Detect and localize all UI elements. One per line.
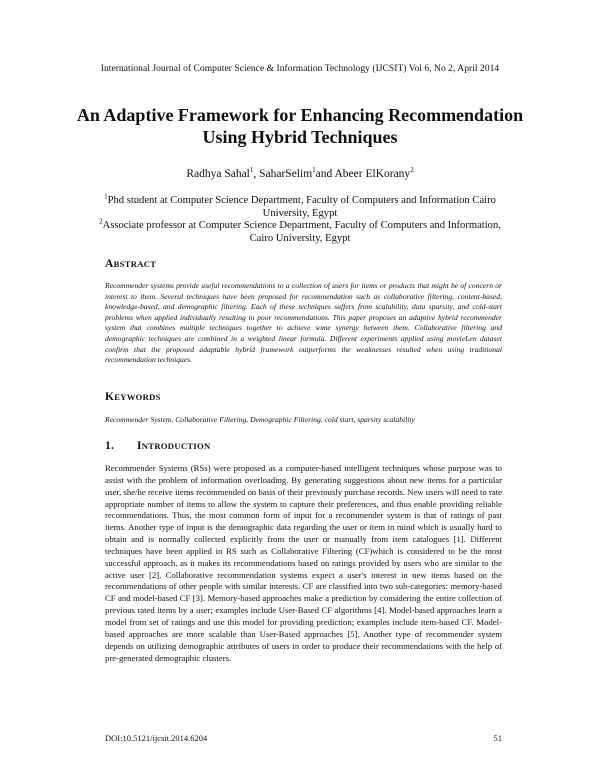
abstract-heading-initial: A xyxy=(105,258,114,270)
journal-header: International Journal of Computer Science & Information Technology (IJCSIT) Vol 6, No 2, April 2014 xyxy=(100,64,500,74)
author-list xyxy=(0,168,600,180)
affiliation-text: Phd student at Computer Science Department, Faculty of Computers and Information Cairo University, Egypt xyxy=(107,195,496,219)
paper-title: An Adaptive Framework for Enhancing Recommendation Using Hybrid Techniques xyxy=(76,105,524,147)
affiliation-mark: 2 xyxy=(99,217,103,226)
keywords-heading-rest: EYWORDS xyxy=(114,392,161,402)
affiliation-text: Associate professor at Computer Science Department, Faculty of Computers and Information, Cairo University, Egypt xyxy=(102,220,501,244)
author-name: SaharSelim xyxy=(259,168,313,180)
author-affiliation-mark: 1 xyxy=(249,166,254,175)
introduction-heading-rest: NTRODUCTION xyxy=(141,441,211,451)
affiliation-mark: 1 xyxy=(104,192,108,201)
keywords-text: Recommender System, Collaborative Filtering, Demographic Filtering, cold start, sparsity scalability xyxy=(105,415,415,424)
author-name: Radhya Sahal xyxy=(186,168,250,180)
affiliation-1 xyxy=(90,192,510,220)
abstract-text: Recommender systems provide useful recommendations to a collection of users for items or products that might be of concern or interest to them. Several techniques have been proposed for recommendation such as collaborative filtering, content-based, knowledge-based, and demographic filtering. Each of these techniques suffers from scalability, data sparsity, and cold-start problems when applied individually resulting in poor recommendations. This paper proposes an adaptive hybrid recommender system that combines multiple techniques together to achieve some synergy between them. Collaborative filtering and demographic techniques are combined in a weighted linear formula. Different experiments applied using movieLen dataset confirm that the proposed adaptable hybrid framework outperforms the weaknesses resulted when using traditional recommendation techniques. xyxy=(105,281,502,365)
page-number: 51 xyxy=(493,733,502,743)
abstract-heading-rest: BSTRACT xyxy=(113,259,157,269)
introduction-heading-initial: I xyxy=(137,440,142,452)
doi-footer: DOI:10.5121/ijcsit.2014.6204 xyxy=(105,733,208,743)
introduction-heading xyxy=(105,440,211,452)
introduction-text: Recommender Systems (RSs) were proposed as a computer-based intelligent techniques whose purpose was to assist with the problem of information overloading. By generating suggestions about new items for a particular user, she/he receive items recommended on basis of their previously purchase records. New users will need to rate appropriate number of items to allow the system to capture their preferences, and thus enable providing reliable recommendations. Thus, the most common form of input for a recommender system is that of ratings of past items. Another type of input is the demographic data regarding the user or item in mind which is usually hard to obtain and is normally collected explicitly from the user or manually from item catalogues [1]. Different techniques have been applied in RS such as Collaborative Filtering (CF)which is considered to be the most successful approach, as it makes its recommendations based on ratings provided by users who are similar to the active user [2]. Collaborative recommendation systems expect a user's interest in new items based on the recommendations of other people with similar interests. CF are classified into two sub-categories: memory-based CF and model-based CF [3]. Memory-based approaches make a prediction by considering the entire collection of previous rated items by a user; examples include User-Based CF algorithms [4]. Model-based approaches learn a model from set of ratings and use this model for providing prediction; examples include item-based CF. Model-based approaches are more scalable than User-Based approaches [5]. Another type of recommender system depends on utilizing demographic attributes of users in order to produce their recommendations with the help of pre-generated demographic clusters. xyxy=(105,463,502,663)
section-number: 1. xyxy=(105,440,115,452)
abstract-heading xyxy=(105,258,156,270)
keywords-heading-initial: K xyxy=(105,391,115,403)
author-name: and Abeer ElKorany xyxy=(315,168,411,180)
author-affiliation-mark: 1 xyxy=(312,166,316,175)
keywords-heading xyxy=(105,391,161,403)
author-separator: , xyxy=(253,168,260,180)
author-affiliation-mark: 2 xyxy=(410,166,414,175)
affiliation-2 xyxy=(90,217,510,245)
